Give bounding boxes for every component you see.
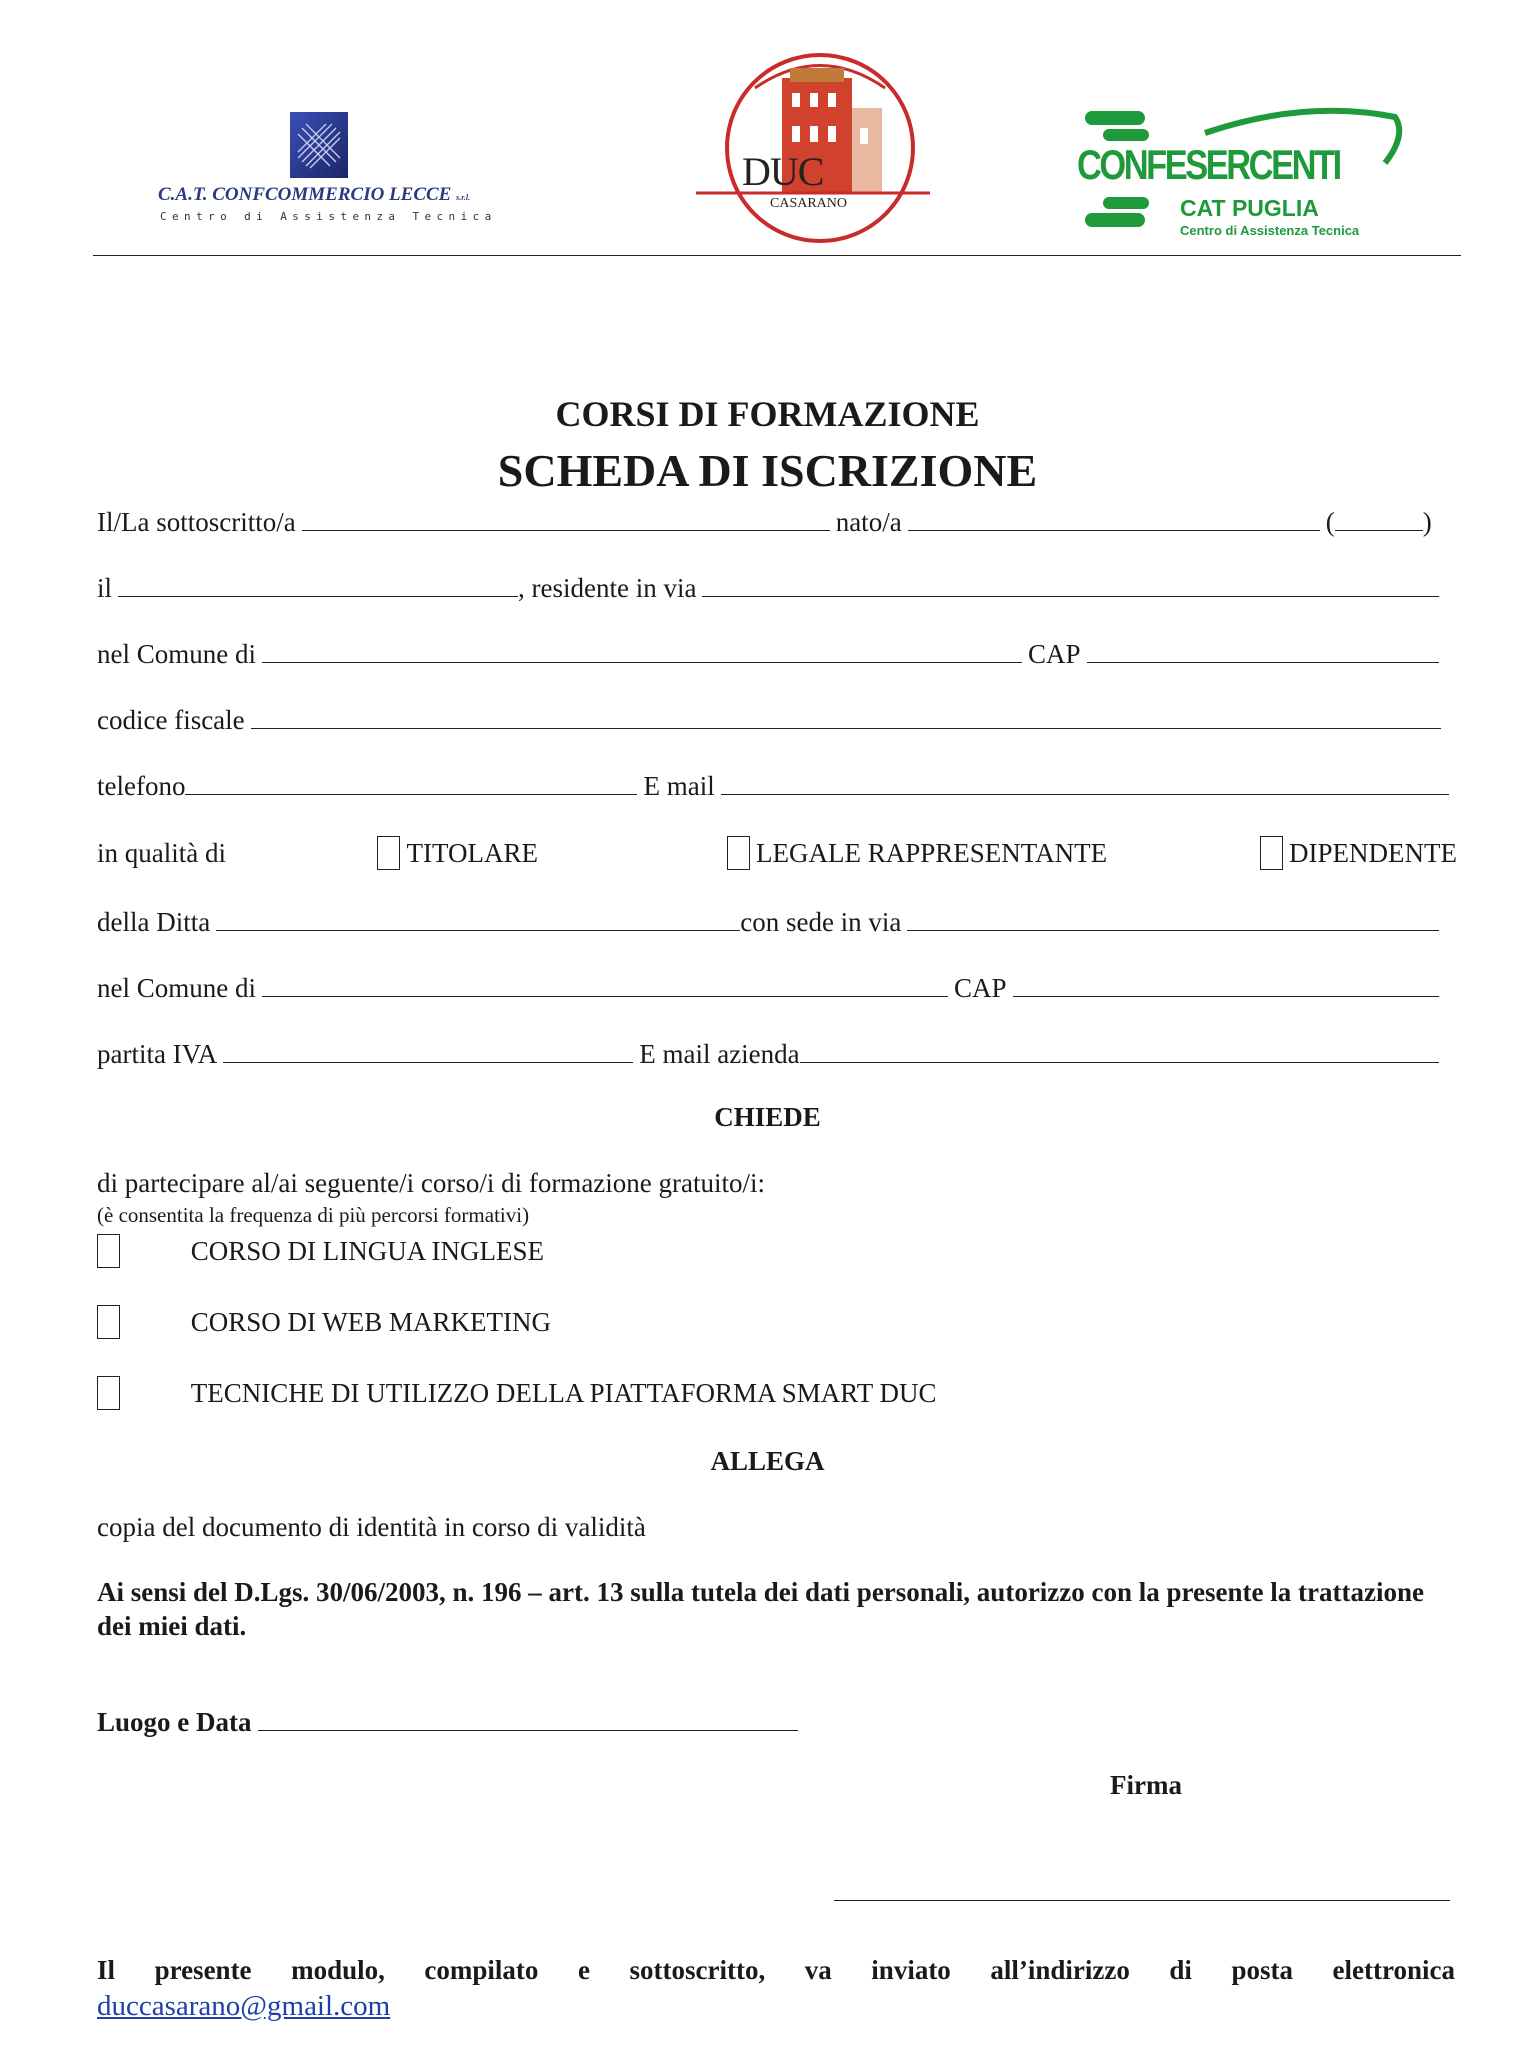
input-luogo-data[interactable] [258, 1708, 798, 1731]
label-comune-ditta: nel Comune di [97, 973, 256, 1003]
course-label-2: CORSO DI WEB MARKETING [190, 1307, 552, 1337]
row-sottoscritto [97, 505, 1457, 539]
input-firma[interactable] [834, 1900, 1450, 1901]
input-codice-fiscale[interactable] [251, 706, 1441, 729]
logo-cat-confcommercio [150, 110, 510, 230]
logo-duc-casarano [690, 48, 940, 258]
chiede-intro: di partecipare al/ai seguente/i corso/i di formazione gratuito/i: [97, 1168, 765, 1198]
input-cap-ditta[interactable] [1013, 974, 1439, 997]
label-cap-ditta: CAP [953, 973, 1007, 1003]
paren-close: ) [1422, 507, 1432, 537]
label-cap: CAP [1027, 639, 1081, 669]
option-legale[interactable]: LEGALE RAPPRESENTANTE [727, 836, 1260, 870]
input-email-azienda[interactable] [800, 1040, 1439, 1063]
row-ditta [97, 905, 1445, 939]
option-titolare[interactable]: TITOLARE [377, 836, 727, 870]
course-label-1: CORSO DI LINGUA INGLESE [190, 1236, 544, 1266]
label-piva: partita IVA [97, 1039, 218, 1069]
label-qualita: in qualità di [97, 838, 226, 868]
logo-confesercenti [1075, 105, 1405, 245]
label-comune: nel Comune di [97, 639, 256, 669]
checkbox-titolare[interactable] [377, 836, 400, 870]
email-link[interactable]: duccasarano@gmail.com [97, 1990, 391, 2022]
input-data-nascita[interactable] [118, 574, 518, 597]
course-option-2[interactable] [97, 1305, 551, 1339]
cat-logo-icon [290, 112, 348, 178]
duc-logo-subtitle: CASARANO [770, 196, 848, 211]
label-residente: , residente in via [518, 573, 697, 603]
label-codice-fiscale: codice fiscale [97, 705, 245, 735]
checkbox-dipendente[interactable] [1260, 836, 1283, 870]
label-sottoscritto: Il/La sottoscritto/a [97, 507, 296, 537]
label-sede: con sede in via [740, 907, 902, 937]
cat-logo-name: C.A.T. CONFCOMMERCIO LECCE s.r.l. [158, 184, 471, 205]
row-data-residenza [97, 571, 1445, 605]
confesercenti-subtitle: Centro di Assistenza Tecnica [1180, 223, 1360, 238]
checkbox-course-3[interactable] [97, 1376, 120, 1410]
input-comune[interactable] [262, 640, 1022, 663]
input-nome[interactable] [302, 508, 830, 531]
cat-logo-subtitle: Centro di Assistenza Tecnica [160, 210, 497, 223]
input-provincia[interactable] [1335, 508, 1423, 531]
label-email-azienda: E mail azienda [639, 1039, 800, 1069]
title-scheda: SCHEDA DI ISCRIZIONE [497, 445, 1038, 496]
row-codice-fiscale [97, 703, 1447, 737]
label-il: il [97, 573, 113, 603]
label-ditta: della Ditta [97, 907, 211, 937]
chiede-note: (è consentita la frequenza di più percorsi formativi) [97, 1203, 530, 1227]
duc-logo-name: DUC [742, 149, 824, 194]
footer-instruction: Il presente modulo, compilato e sottoscritto, va inviato all’indirizzo di posta elettronica [97, 1955, 1455, 1985]
label-firma: Firma [1110, 1770, 1182, 1800]
row-comune [97, 637, 1445, 671]
paren-open: ( [1325, 507, 1335, 537]
course-option-1[interactable] [97, 1234, 544, 1268]
heading-chiede: CHIEDE [714, 1102, 821, 1132]
row-telefono-email [97, 769, 1455, 803]
input-via-residenza[interactable] [702, 574, 1439, 597]
row-partita-iva [97, 1037, 1445, 1071]
label-telefono: telefono [97, 771, 186, 801]
input-comune-ditta[interactable] [262, 974, 948, 997]
course-option-3[interactable] [97, 1376, 936, 1410]
option-dipendente[interactable]: DIPENDENTE [1260, 836, 1457, 870]
confesercenti-cat-puglia: CAT PUGLIA [1180, 195, 1319, 221]
label-luogo-data: Luogo e Data [97, 1707, 252, 1737]
input-email[interactable] [721, 772, 1449, 795]
input-luogo-nascita[interactable] [908, 508, 1320, 531]
input-telefono[interactable] [185, 772, 637, 795]
checkbox-course-1[interactable] [97, 1234, 120, 1268]
label-nato: nato/a [835, 507, 902, 537]
privacy-statement: Ai sensi del D.Lgs. 30/06/2003, n. 196 – art. 13 sulla tutela dei dati personali, autorizzo con la presente la trattazione dei miei dati. [97, 1577, 1424, 1641]
confesercenti-name: CONFESERCENTI [1077, 141, 1340, 188]
footer-email [97, 1990, 390, 2023]
checkbox-course-2[interactable] [97, 1305, 120, 1339]
header-divider [93, 255, 1461, 256]
allega-text: copia del documento di identità in corso di validità [97, 1512, 646, 1542]
row-comune-ditta [97, 971, 1445, 1005]
label-email: E mail [643, 771, 715, 801]
input-sede-via[interactable] [907, 908, 1439, 931]
input-ditta[interactable] [216, 908, 740, 931]
heading-allega: ALLEGA [710, 1446, 825, 1476]
input-piva[interactable] [223, 1040, 633, 1063]
course-label-3: TECNICHE DI UTILIZZO DELLA PIATTAFORMA SMART DUC [190, 1378, 937, 1408]
row-luogo-data [97, 1705, 804, 1739]
checkbox-legale-rappresentante[interactable] [727, 836, 750, 870]
input-cap[interactable] [1087, 640, 1439, 663]
row-qualita [97, 836, 1457, 870]
title-corsi: CORSI DI FORMAZIONE [555, 394, 980, 434]
